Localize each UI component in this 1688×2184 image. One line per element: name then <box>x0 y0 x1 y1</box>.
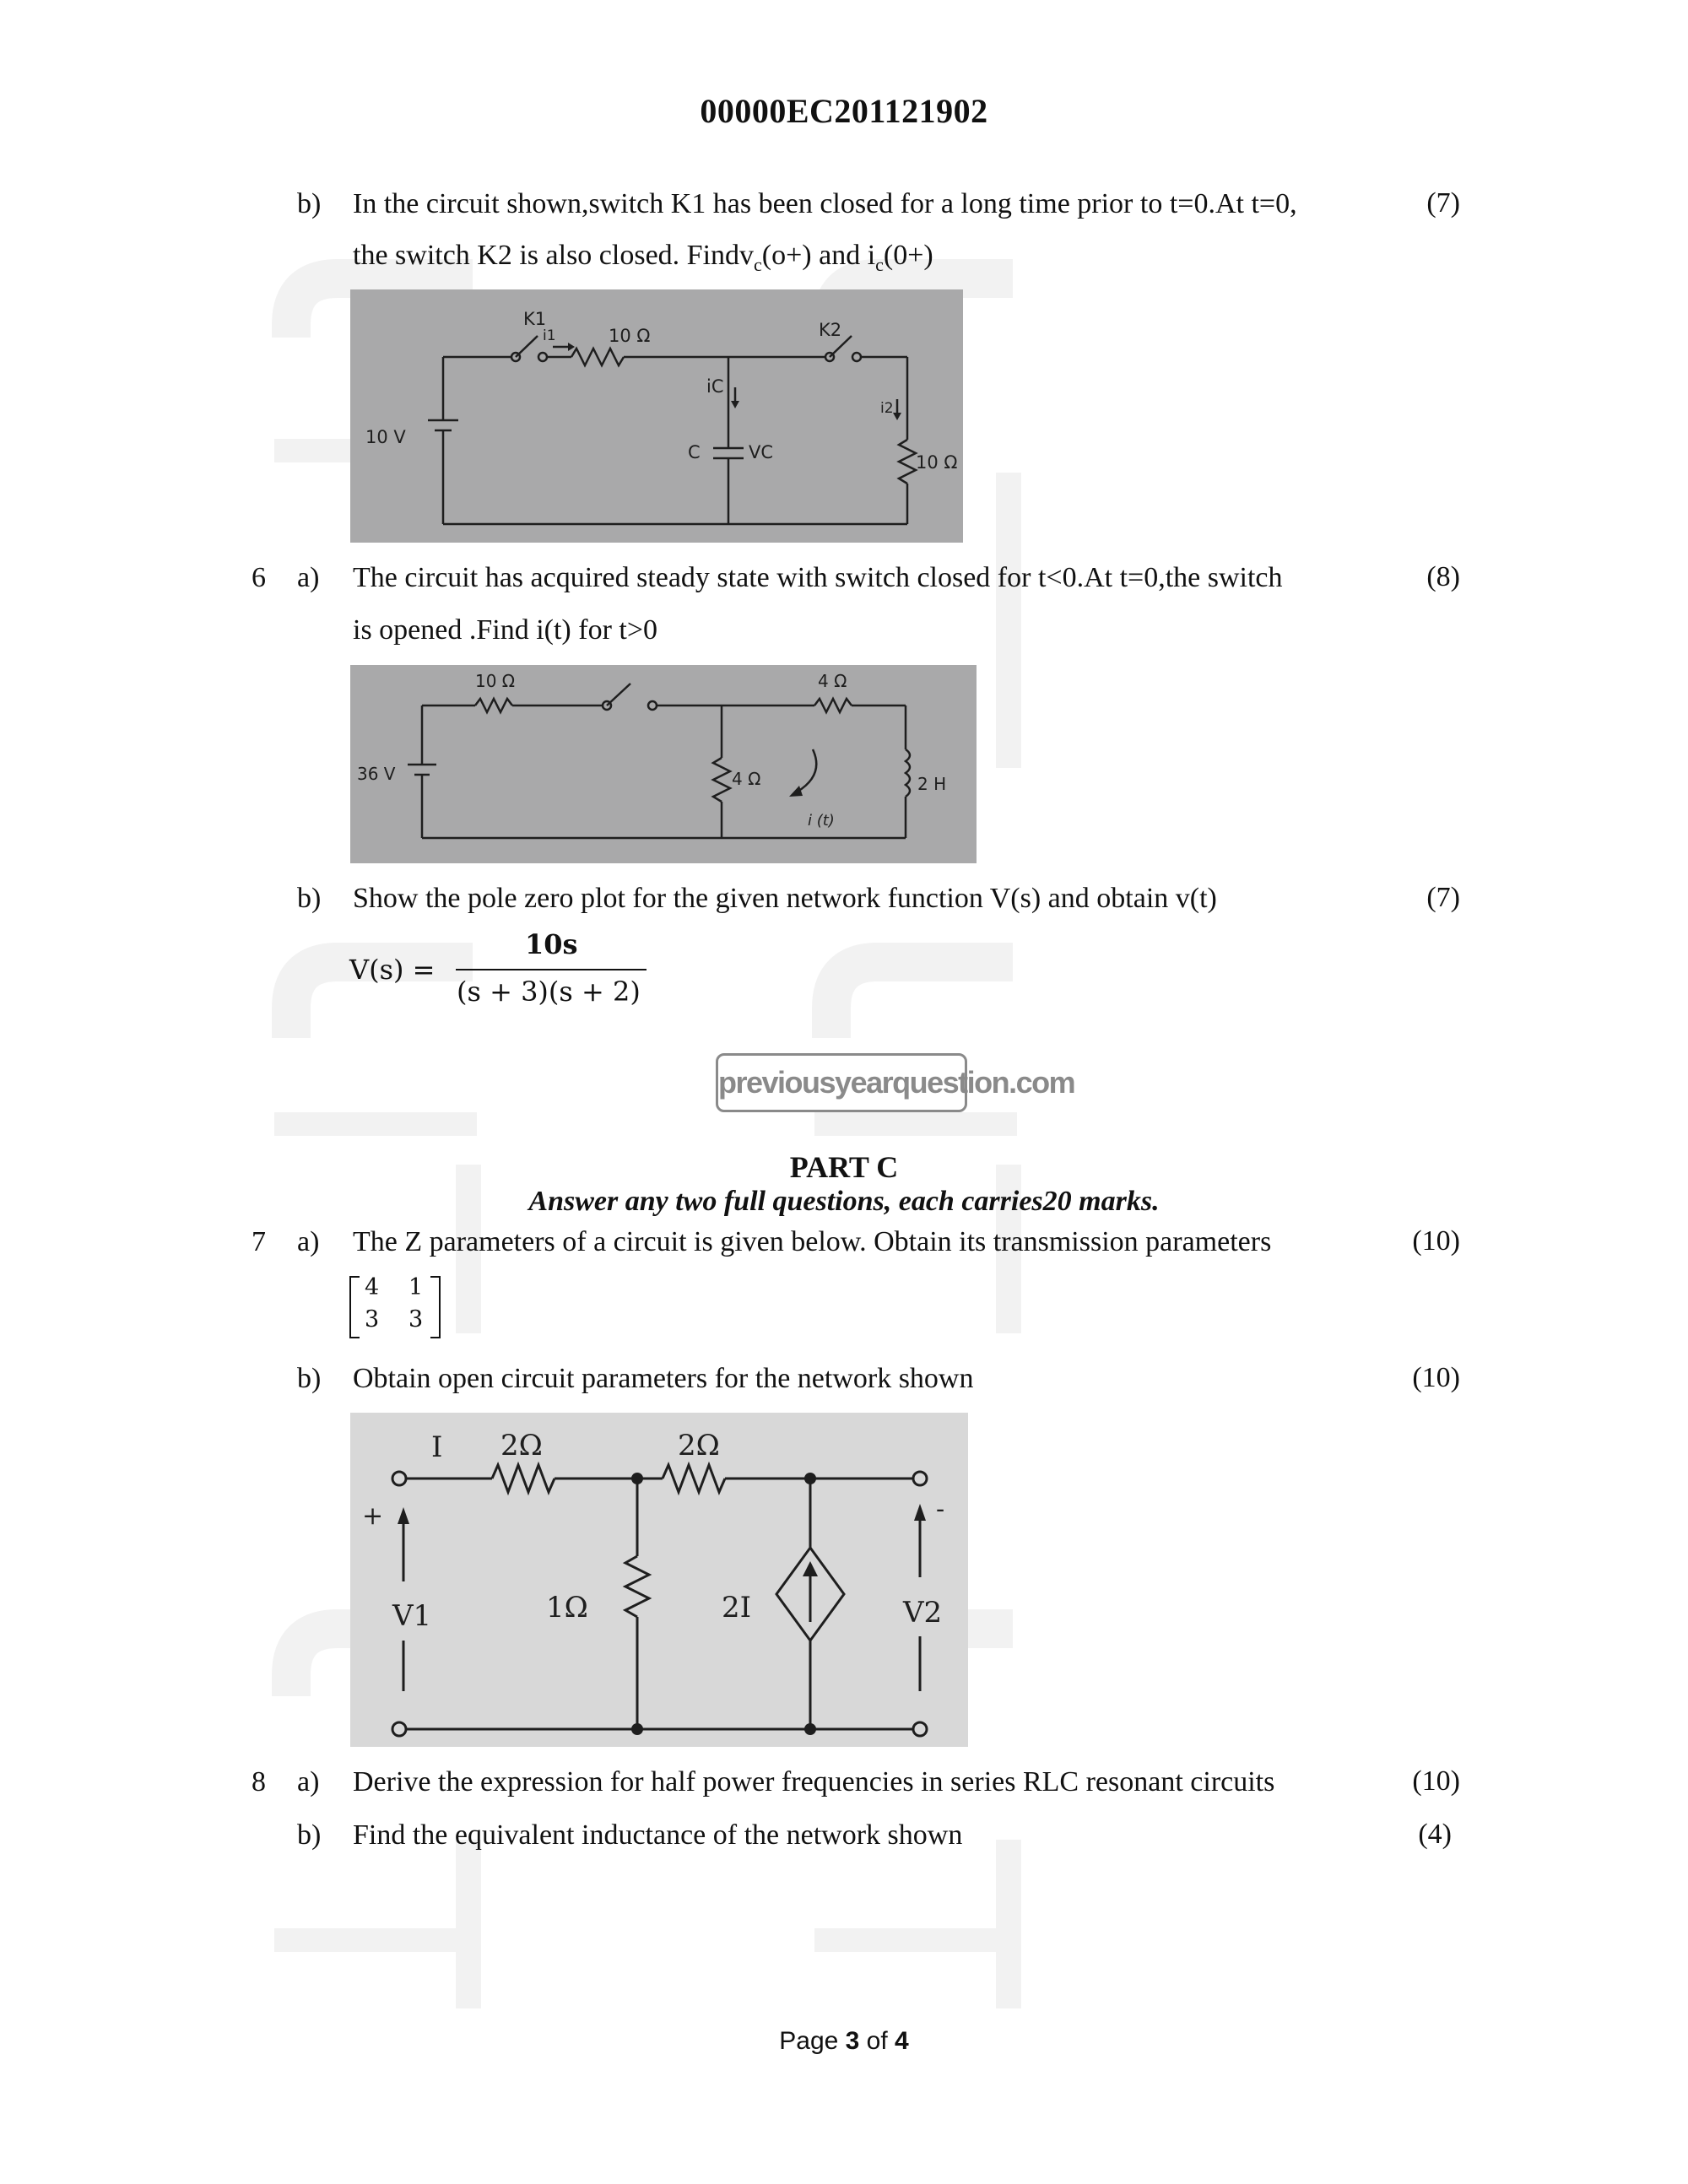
footer-text: of <box>859 2027 895 2055</box>
label-current: I <box>431 1430 443 1464</box>
matrix-cell: 3 <box>365 1306 380 1333</box>
section-title: PART C <box>789 1150 899 1184</box>
marks: (7) <box>1426 187 1460 219</box>
label-v1: V1 <box>392 1599 432 1633</box>
marks: (7) <box>1426 882 1460 913</box>
marks: (10) <box>1412 1765 1460 1797</box>
label-dependent-source: 2I <box>722 1591 752 1624</box>
question-text-line: The circuit has acquired steady state with switch closed for t<0.At t=0,the switch <box>353 562 1283 593</box>
text-fragment: (0+) <box>883 240 933 271</box>
question-text-line <box>353 239 933 282</box>
question-text-line: Obtain open circuit parameters for the network shown <box>353 1363 974 1394</box>
circuit-diagram <box>350 1413 968 1747</box>
subscript: c <box>754 253 762 275</box>
question-text-line: The Z parameters of a circuit is given below. Obtain its transmission parameters <box>353 1226 1272 1257</box>
question-number: 8 <box>252 1766 266 1797</box>
question-text-line: Find the equivalent inductance of the network shown <box>353 1819 963 1851</box>
label-plus: + <box>362 1501 384 1531</box>
circuit-diagram <box>350 665 977 863</box>
matrix-bracket-left <box>349 1276 360 1338</box>
matrix-cell: 3 <box>408 1306 424 1333</box>
question-label: a) <box>297 1226 320 1257</box>
label-v2: V2 <box>903 1596 943 1630</box>
question-text-line: Derive the expression for half power frequencies in series RLC resonant circuits <box>353 1766 1275 1797</box>
question-label: b) <box>297 883 322 914</box>
label-source: 36 V <box>357 764 396 784</box>
subscript: c <box>875 253 884 275</box>
label-capacitor: C <box>688 442 701 462</box>
label-vc: VC <box>749 442 774 462</box>
label-i1: i1 <box>543 327 556 344</box>
question-label: b) <box>297 1819 322 1851</box>
label-k2: K2 <box>819 320 842 340</box>
question-text-line: In the circuit shown,switch K1 has been closed for a long time prior to t=0.At t=0, <box>353 188 1297 219</box>
page-total: 4 <box>895 2027 909 2055</box>
section-instruction: Answer any two full questions, each carries20 marks. <box>528 1186 1160 1217</box>
label-r1: 10 Ω <box>475 671 516 691</box>
question-text-line: Show the pole zero plot for the given network function V(s) and obtain v(t) <box>353 883 1217 914</box>
circuit-figure-2 <box>350 665 977 863</box>
question-number: 7 <box>252 1226 266 1257</box>
label-minus: - <box>936 1495 945 1524</box>
label-i2: i2 <box>880 400 894 417</box>
label-ic: iC <box>706 376 724 397</box>
label-r1: 10 Ω <box>609 326 651 346</box>
page-number: 3 <box>845 2027 860 2055</box>
question-text-line: is opened .Find i(t) for t>0 <box>353 614 658 646</box>
circuit-diagram <box>350 289 963 543</box>
marks: (8) <box>1426 561 1460 592</box>
label-r2: 2Ω <box>678 1429 720 1462</box>
circuit-figure-1 <box>350 289 963 543</box>
watermark-logo: previousyearquestion.com <box>716 1053 967 1112</box>
fraction-bar <box>456 969 647 970</box>
equation-lhs: V(s) = <box>349 954 436 986</box>
label-current: i (t) <box>808 812 835 830</box>
z-parameter-matrix <box>349 1274 442 1338</box>
marks: (10) <box>1412 1362 1460 1393</box>
label-k1: K1 <box>523 309 547 329</box>
equation-denominator: (s + 3)(s + 2) <box>457 976 641 1008</box>
label-source: 10 V <box>365 427 406 447</box>
label-r2: 10 Ω <box>916 452 958 473</box>
circuit-figure-3 <box>350 1413 968 1747</box>
page-footer <box>0 2027 1688 2056</box>
label-r3: 1Ω <box>546 1591 588 1624</box>
label-r1: 2Ω <box>500 1429 543 1462</box>
question-label: b) <box>297 188 322 219</box>
equation-numerator: 10s <box>525 928 578 960</box>
matrix-cell: 1 <box>408 1274 424 1300</box>
question-label: a) <box>297 562 320 593</box>
question-label: a) <box>297 1766 320 1797</box>
marks: (4) <box>1418 1819 1452 1850</box>
question-number: 6 <box>252 562 266 593</box>
paper-code: 00000EC201121902 <box>700 92 988 130</box>
matrix-cell: 4 <box>365 1274 380 1300</box>
label-r3: 4 Ω <box>732 769 761 789</box>
label-inductor: 2 H <box>917 774 947 794</box>
text-fragment: the switch K2 is also closed. Findv <box>353 240 755 271</box>
footer-text: Page <box>779 2027 846 2055</box>
matrix-bracket-right <box>430 1276 441 1338</box>
marks: (10) <box>1412 1225 1460 1257</box>
text-fragment: (o+) and i <box>761 240 876 271</box>
question-label: b) <box>297 1363 322 1394</box>
label-r2: 4 Ω <box>818 671 847 691</box>
